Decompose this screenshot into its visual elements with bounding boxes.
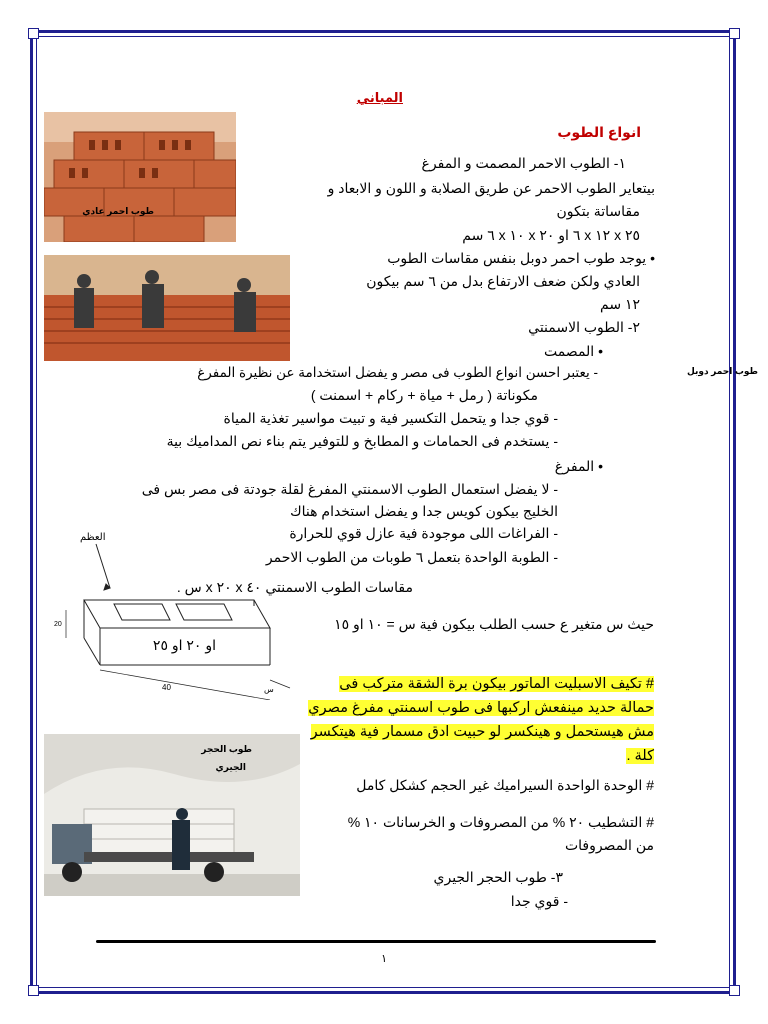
item1-line1: بيتعاير الطوب الاحمر عن طريق الصلابة و اللون و الابعاد و [327,180,655,196]
hollow-desc3: - الطوبة الواحدة بتعمل ٦ طوبات من الطوب الاحمر [265,549,558,565]
hollow-desc1-text: لا يفضل استعمال الطوب الاسمنتي المفرغ لقلة جودتة فى مصر بس فى [141,481,550,497]
note1-line2-text: حمالة حديد مينفعش اركبها فى طوب اسمنتي مفرغ مصري [308,700,654,716]
note1-line4 [626,745,654,767]
limestone-caption-line1: طوب الحجر [201,744,252,754]
note3-line1: # التشطيب ٢٠ % من المصروفات و الخرسانات ١٠ % [347,814,654,830]
hollow-desc1-line2: الخليج بيكون كويس جدا و يفضل استخدام هناك [290,503,558,519]
hollow-desc1-line1: - لا يفضل استعمال الطوب الاسمنتي المفرغ لقلة جودتة فى مصر بس فى [141,481,558,497]
solid-desc1-text: يعتبر احسن انواع الطوب فى مصر و يفضل استخدامة عن نظيرة المفرغ [197,365,590,380]
red-brick-caption: طوب احمر عادي [82,206,154,216]
item1-bullet: • يوجد طوب احمر دوبل بنفس مقاسات الطوب [387,250,655,266]
item1-heading: ١- الطوب الاحمر المصمت و المفرغ [421,155,626,171]
dim-height-label: 20 [54,621,62,628]
footer-rule [96,940,656,943]
limestone-caption-line2: الجيري [215,762,246,772]
item1-bullet-line1: يوجد طوب احمر دوبل بنفس مقاسات الطوب [387,250,647,266]
corner-ornament [729,985,740,996]
double-brick-photo [44,255,290,361]
hollow-label-text: المفرغ [554,458,595,474]
corner-ornament [28,28,39,39]
note2: # الوحدة الواحدة السيراميك غير الحجم كشكل كامل [356,777,654,793]
solid-desc3-text: يستخدم فى الحمامات و المطابخ و للتوفير يتم بناء نص المداميك بية [166,433,550,449]
note1-line4-text: كلة . [626,748,654,764]
dim-length-label: 40 [162,683,171,692]
corner-ornament [729,28,740,39]
limestone-photo [44,734,300,896]
item1-dims: ٢٥ x ١٢ x ٦ او ٢٠ x ١٠ x ٦ سم [462,227,640,243]
solid-label: • المصمت [543,343,603,359]
note1-line1 [339,673,654,695]
red-brick-photo [44,112,236,242]
item1-bullet-line2: العادي ولكن ضعف الارتفاع بدل من ٦ سم بيكون [366,273,640,289]
item3-heading: ٣- طوب الحجر الجيري [433,869,563,885]
dim-width-label: س [264,685,274,694]
note1-line3-text: مش هيستحمل و هينكسر لو حبيت ادق مسمار فية هيتكسر [310,724,654,740]
solid-desc3: - يستخدم فى الحمامات و المطابخ و للتوفير يتم بناء نص المداميك بية [166,433,558,449]
note3-line2: من المصروفات [564,837,654,853]
solid-label-text: المصمت [543,343,595,359]
web-label: العظم [80,532,106,543]
hollow-block-drawing [44,540,294,700]
note1-line2 [308,697,654,719]
variable-line1: حيث س متغير ع حسب الطلب بيكون فية س = ١٠ او ١٥ [334,616,654,632]
corner-ornament [28,985,39,996]
item1-line2: مقاساتة بتكون [556,203,640,219]
solid-desc1-line1: - يعتبر احسن انواع الطوب فى مصر و يفضل استخدامة عن نظيرة المفرغ [197,365,598,380]
item3-desc1: - قوي جدا [510,893,568,909]
solid-desc1-line2: مكوناتة ( رمل + مياة + ركام + اسمنت ) [310,387,538,403]
double-brick-caption: طوب احمر دوبل [687,366,758,376]
item1-bullet-line3: ١٢ سم [600,296,640,312]
solid-desc2: - قوي جدا و يتحمل التكسير فية و تبيت مواسير تغذية المياة [223,410,558,426]
section-heading: انواع الطوب [557,124,641,140]
note1-line3 [311,721,654,743]
hollow-desc2-text: الفراغات اللى موجودة فية عازل قوي للحرارة [289,525,550,541]
hollow-desc3-text: الطوبة الواحدة بتعمل ٦ طوبات من الطوب الاحمر [265,549,550,565]
note1-line1-text: # تكيف الاسبليت الماتور بيكون برة الشقة متركب فى [339,676,654,692]
item3-desc1-text: قوي جدا [510,893,560,909]
hollow-label: • المفرغ [554,458,603,474]
page-number: ١ [381,953,387,965]
block-dims: مقاسات الطوب الاسمنتي ٤٠ x ٢٠ x س . [176,579,413,595]
solid-desc2-text: قوي جدا و يتحمل التكسير فية و تبيت مواسير تغذية المياة [223,410,550,426]
hollow-desc2: - الفراغات اللى موجودة فية عازل قوي للحرارة [289,525,558,541]
item2-heading: ٢- الطوب الاسمنتي [528,319,640,335]
page-title: المباني [356,90,403,105]
variable-line2: او ٢٠ او ٢٥ [152,637,216,653]
